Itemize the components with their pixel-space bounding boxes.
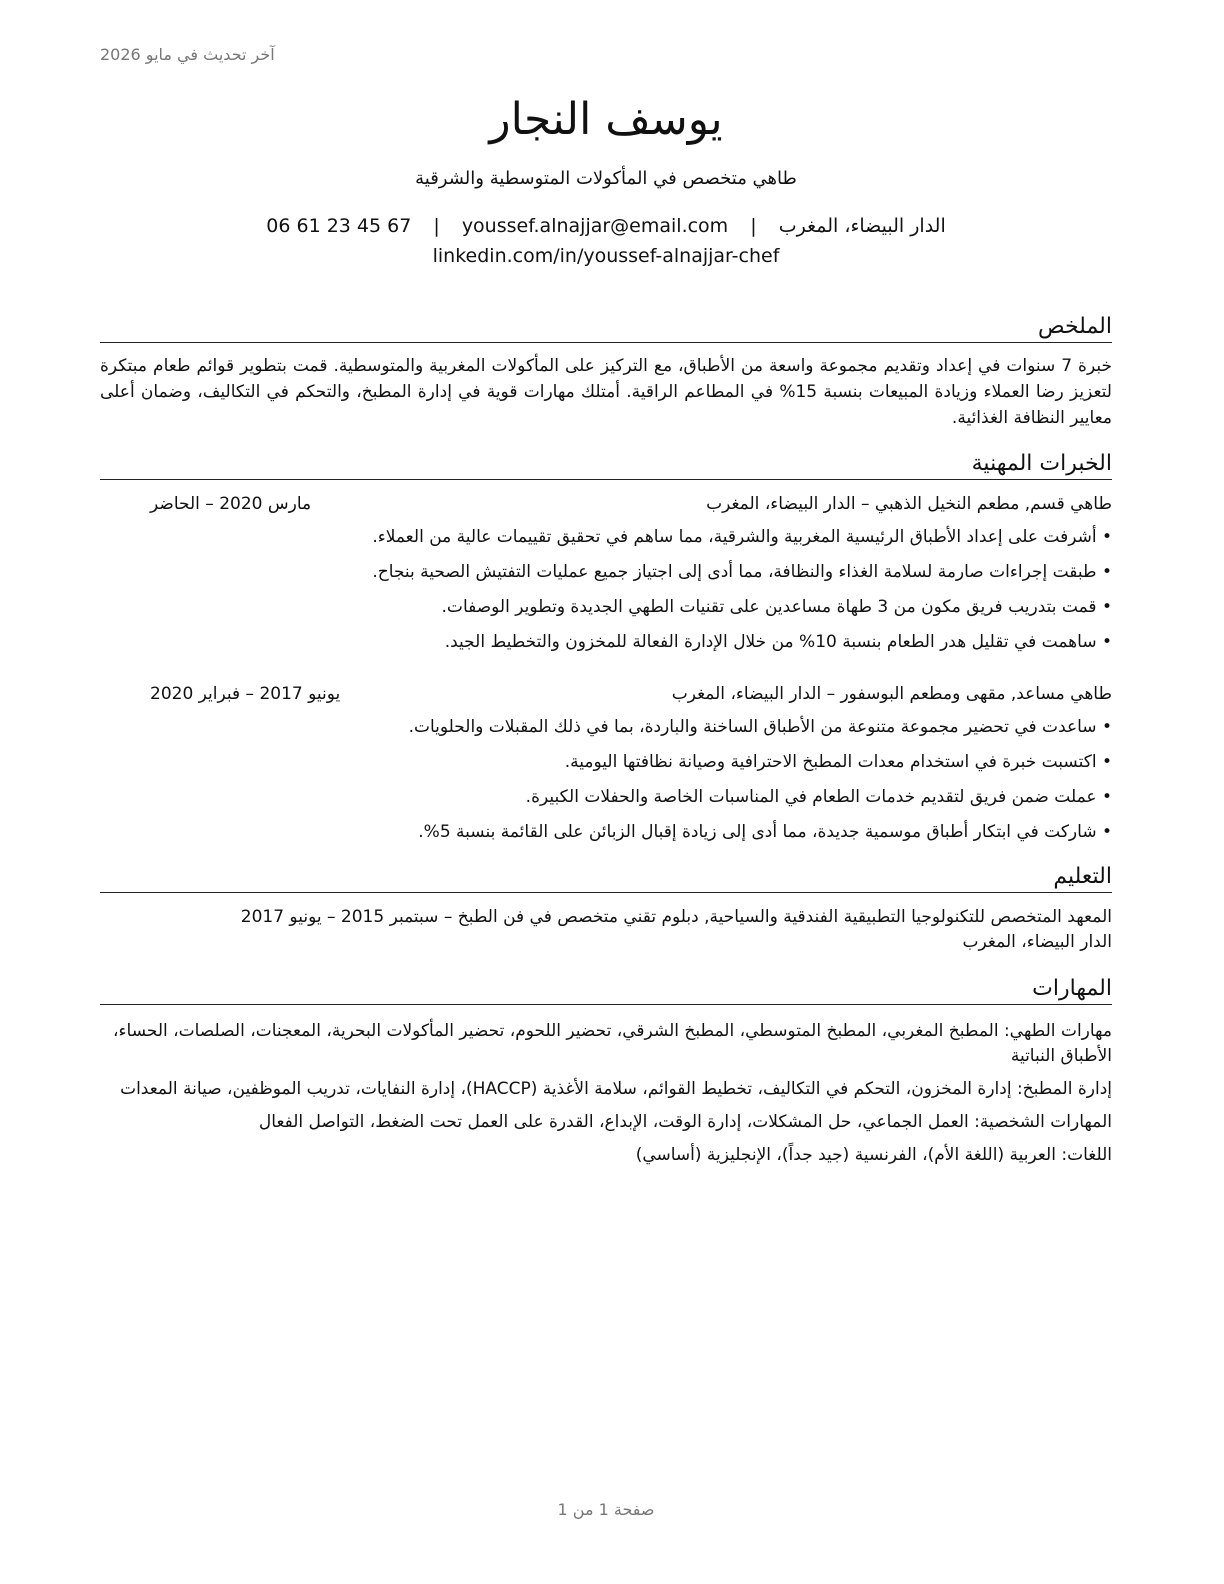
job-bullets	[100, 710, 1112, 850]
last-updated-note: آخر تحديث في مايو 2026	[100, 45, 275, 64]
job-bullet: • اكتسبت خبرة في استخدام معدات المطبخ الاحترافية وصيانة نظافتها اليومية.	[100, 745, 1112, 780]
page-number: صفحة 1 من 1	[557, 1500, 655, 1519]
summary-section	[100, 312, 1112, 431]
contact-separator: |	[750, 215, 757, 237]
skill-group: مهارات الطهي: المطبخ المغربي، المطبخ المتوسطي، المطبخ الشرقي، تحضير اللحوم، تحضير المأكولات البحرية، المعجنات، الصلصات، الحساء، الأطباق النباتية	[113, 1021, 1112, 1066]
job-bullet: • ساعدت في تحضير مجموعة متنوعة من الأطباق الساخنة والباردة، بما في ذلك المقبلات والحلويات.	[100, 710, 1112, 745]
skills-heading: المهارات	[100, 974, 1112, 1005]
resume-header	[100, 90, 1112, 267]
education-entry	[100, 905, 1112, 955]
experience-section	[100, 449, 1112, 850]
contact-line	[100, 215, 1112, 237]
job-bullet: • قمت بتدريب فريق مكون من 3 طهاة مساعدين على تقنيات الطهي الجديدة وتطوير الوصفات.	[100, 590, 1112, 625]
phone: 06 61 23 45 67	[266, 215, 412, 237]
skill-group: المهارات الشخصية: العمل الجماعي، حل المشكلات، إدارة الوقت، الإبداع، القدرة على العمل تحت الضغط، التواصل الفعال	[258, 1112, 1112, 1132]
candidate-title: طاهي متخصص في المأكولات المتوسطية والشرقية	[415, 168, 797, 189]
job-bullets	[100, 520, 1112, 660]
job-title-company: طاهي مساعد, مقهى ومطعم البوسفور – الدار البيضاء، المغرب	[671, 684, 1112, 704]
email-link[interactable]: youssef.alnajjar@email.com	[461, 215, 729, 237]
job-dates: يونيو 2017 – فبراير 2020	[150, 684, 341, 704]
linkedin-link[interactable]: linkedin.com/in/youssef-alnajjar-chef	[432, 245, 780, 267]
education-section	[100, 862, 1112, 955]
location: الدار البيضاء، المغرب	[778, 215, 946, 237]
education-location: الدار البيضاء، المغرب	[962, 932, 1112, 952]
resume-page	[100, 0, 1112, 1584]
skills-section	[100, 974, 1112, 1168]
education-degree: المعهد المتخصص للتكنولوجيا التطبيقية الفندقية والسياحية, دبلوم تقني متخصص في فن الطبخ – سبتمبر 2015 – يونيو 2017	[240, 907, 1112, 927]
job-header	[100, 682, 1112, 706]
skill-group: إدارة المطبخ: إدارة المخزون، التحكم في التكاليف، تخطيط القوائم، سلامة الأغذية (HACCP)، إدارة النفايات، تدريب الموظفين، صيانة المعدات	[120, 1079, 1112, 1099]
job-title-company: طاهي قسم, مطعم النخيل الذهبي – الدار البيضاء، المغرب	[706, 494, 1112, 514]
job-header	[100, 492, 1112, 516]
summary-text: خبرة 7 سنوات في إعداد وتقديم مجموعة واسعة من الأطباق، مع التركيز على المأكولات المغربية والمتوسطية. قمت بتطوير قوائم طعام مبتكرة لتعزيز رضا العملاء وزيادة المبيعات بنسبة 15% في المطاعم الراقية. أمتلك مهارات قوية في إدارة المطبخ، والتحكم في التكاليف، وضمان أعلى معايير النظافة الغذائية.	[100, 356, 1112, 428]
candidate-name: يوسف النجار	[489, 94, 723, 145]
job-dates: مارس 2020 – الحاضر	[150, 494, 312, 514]
contact-separator: |	[433, 215, 440, 237]
education-heading: التعليم	[100, 862, 1112, 893]
job-bullet: • ساهمت في تقليل هدر الطعام بنسبة 10% من خلال الإدارة الفعالة للمخزون والتخطيط الجيد.	[100, 625, 1112, 660]
job-entry	[100, 492, 1112, 660]
job-bullet: • عملت ضمن فريق لتقديم خدمات الطعام في المناسبات الخاصة والحفلات الكبيرة.	[100, 780, 1112, 815]
summary-heading: الملخص	[100, 312, 1112, 343]
job-bullet: • أشرفت على إعداد الأطباق الرئيسية المغربية والشرقية، مما ساهم في تحقيق تقييمات عالية من العملاء.	[100, 520, 1112, 555]
job-entry	[100, 682, 1112, 850]
skill-group: اللغات: العربية (اللغة الأم)، الفرنسية (جيد جداً)، الإنجليزية (أساسي)	[635, 1145, 1112, 1165]
job-bullet: • شاركت في ابتكار أطباق موسمية جديدة، مما أدى إلى زيادة إقبال الزبائن على القائمة بنسبة 5%.	[100, 815, 1112, 850]
job-bullet: • طبقت إجراءات صارمة لسلامة الغذاء والنظافة، مما أدى إلى اجتياز جميع عمليات التفتيش الصحية بنجاح.	[100, 555, 1112, 590]
experience-heading: الخبرات المهنية	[100, 449, 1112, 480]
